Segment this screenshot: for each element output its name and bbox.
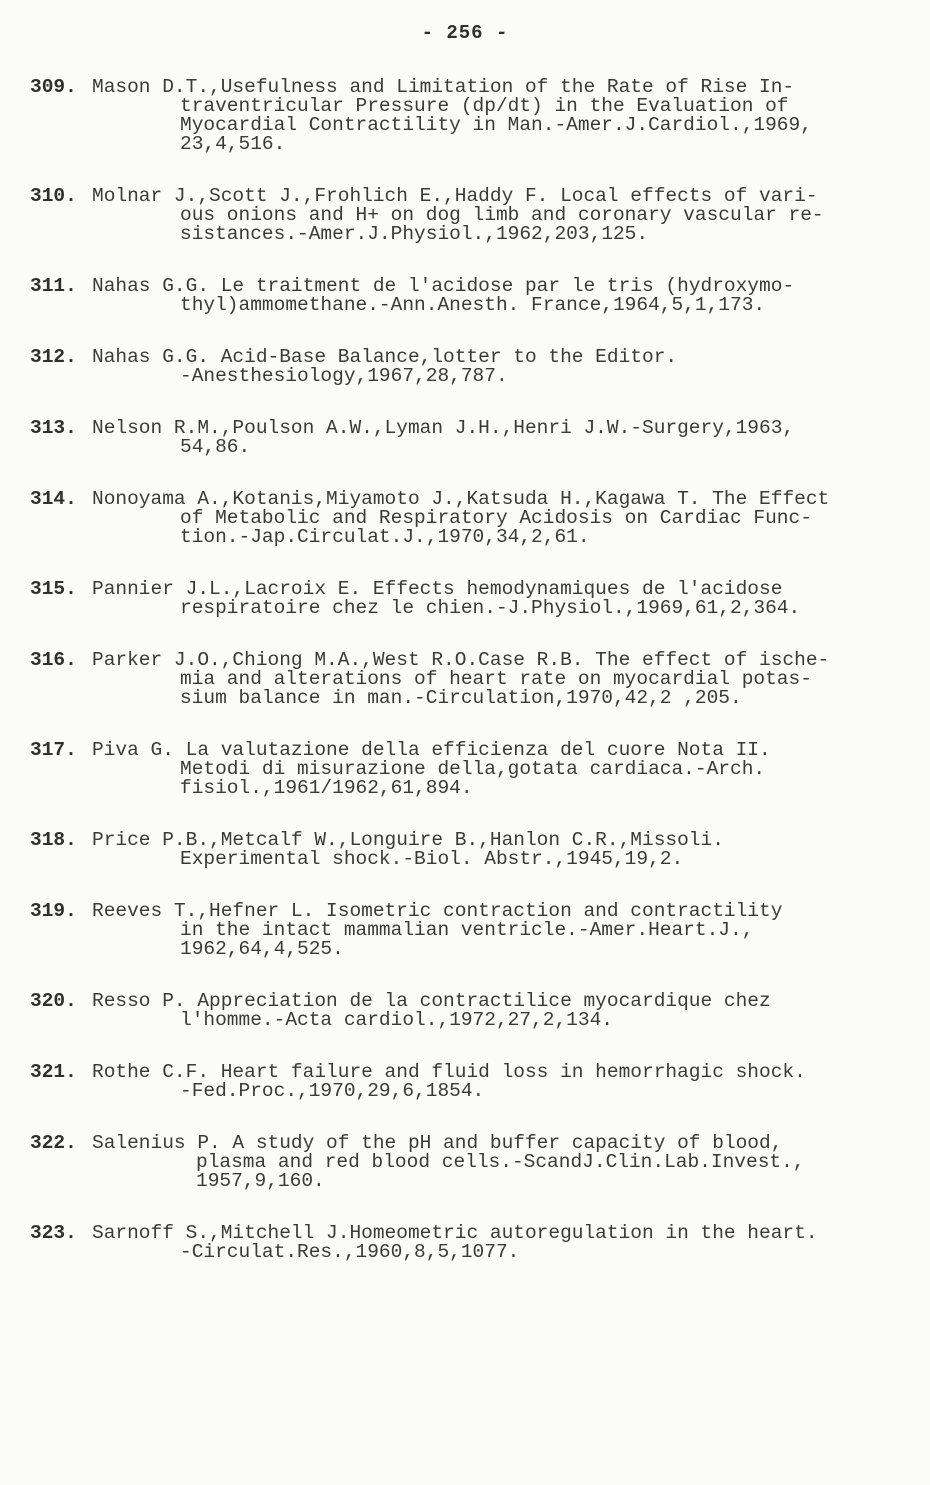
reference-item xyxy=(30,78,910,154)
reference-item xyxy=(30,902,910,959)
reference-line: mia and alterations of heart rate on myocardial potas- xyxy=(180,668,812,690)
reference-item xyxy=(30,348,910,386)
reference-number: 314. xyxy=(30,488,77,510)
reference-item xyxy=(30,187,910,244)
reference-item xyxy=(30,741,910,798)
reference-line: Parker J.O.,Chiong M.A.,West R.O.Case R.B. The effect of ische- xyxy=(92,649,830,671)
reference-line: respiratoire chez le chien.-J.Physiol.,1969,61,2,364. xyxy=(180,597,801,619)
reference-item xyxy=(30,1224,910,1262)
reference-number: 309. xyxy=(30,76,77,98)
reference-line: in the intact mammalian ventricle.-Amer.Heart.J., xyxy=(180,919,754,941)
reference-number: 315. xyxy=(30,578,77,600)
reference-number: 310. xyxy=(30,185,77,207)
reference-line: Resso P. Appreciation de la contractilice myocardique chez xyxy=(92,990,771,1012)
reference-line: Mason D.T.,Usefulness and Limitation of the Rate of Rise In- xyxy=(92,76,795,98)
reference-list xyxy=(30,78,910,1295)
reference-number: 319. xyxy=(30,900,77,922)
reference-line: sistances.-Amer.J.Physiol.,1962,203,125. xyxy=(180,223,649,245)
reference-line: thyl)ammomethane.-Ann.Anesth. France,1964,5,1,173. xyxy=(180,294,766,316)
reference-line: Sarnoff S.,Mitchell J.Homeometric autoregulation in the heart. xyxy=(92,1222,818,1244)
reference-item xyxy=(30,419,910,457)
reference-number: 322. xyxy=(30,1132,77,1154)
reference-line: l'homme.-Acta cardiol.,1972,27,2,134. xyxy=(180,1009,613,1031)
reference-line: -Circulat.Res.,1960,8,5,1077. xyxy=(180,1241,520,1263)
reference-number: 323. xyxy=(30,1222,77,1244)
reference-item xyxy=(30,651,910,708)
reference-number: 311. xyxy=(30,275,77,297)
reference-number: 316. xyxy=(30,649,77,671)
reference-number: 313. xyxy=(30,417,77,439)
reference-line: Salenius P. A study of the pH and buffer capacity of blood, xyxy=(92,1132,783,1154)
reference-line: Nahas G.G. Le traitment de l'acidose par le tris (hydroxymo- xyxy=(92,275,795,297)
reference-item xyxy=(30,1134,910,1191)
page-number: - 256 - xyxy=(421,22,509,44)
reference-line: plasma and red blood cells.-ScandJ.Clin.Lab.Invest., xyxy=(196,1151,805,1173)
reference-number: 312. xyxy=(30,346,77,368)
reference-line: Pannier J.L.,Lacroix E. Effects hemodynamiques de l'acidose xyxy=(92,578,783,600)
reference-item xyxy=(30,277,910,315)
reference-line: 23,4,516. xyxy=(180,133,286,155)
reference-line: 1962,64,4,525. xyxy=(180,938,344,960)
reference-line: 54,86. xyxy=(180,436,251,458)
reference-item xyxy=(30,992,910,1030)
reference-line: Nonoyama A.,Kotanis,Miyamoto J.,Katsuda H.,Kagawa T. The Effect xyxy=(92,488,830,510)
reference-line: sium balance in man.-Circulation,1970,42,2 ,205. xyxy=(180,687,742,709)
reference-line: Reeves T.,Hefner L. Isometric contraction and contractility xyxy=(92,900,783,922)
reference-line: -Anesthesiology,1967,28,787. xyxy=(180,365,508,387)
reference-item xyxy=(30,490,910,547)
reference-line: Rothe C.F. Heart failure and fluid loss in hemorrhagic shock. xyxy=(92,1061,806,1083)
reference-line: of Metabolic and Respiratory Acidosis on Cardiac Func- xyxy=(180,507,812,529)
reference-line: fisiol.,1961/1962,61,894. xyxy=(180,777,473,799)
reference-line: tion.-Jap.Circulat.J.,1970,34,2,61. xyxy=(180,526,590,548)
reference-number: 320. xyxy=(30,990,77,1012)
reference-line: Myocardial Contractility in Man.-Amer.J.Cardiol.,1969, xyxy=(180,114,812,136)
reference-line: -Fed.Proc.,1970,29,6,1854. xyxy=(180,1080,485,1102)
reference-line: ous onions and H+ on dog limb and coronary vascular re- xyxy=(180,204,824,226)
reference-number: 321. xyxy=(30,1061,77,1083)
reference-line: traventricular Pressure (dp/dt) in the Evaluation of xyxy=(180,95,789,117)
reference-item xyxy=(30,580,910,618)
reference-line: Price P.B.,Metcalf W.,Longuire B.,Hanlon C.R.,Missoli. xyxy=(92,829,724,851)
reference-line: Nahas G.G. Acid-Base Balance,lotter to the Editor. xyxy=(92,346,678,368)
reference-line: Metodi di misurazione della,gotata cardiaca.-Arch. xyxy=(180,758,766,780)
reference-line: Experimental shock.-Biol. Abstr.,1945,19,2. xyxy=(180,848,684,870)
reference-item xyxy=(30,1063,910,1101)
reference-item xyxy=(30,831,910,869)
reference-line: Molnar J.,Scott J.,Frohlich E.,Haddy F. Local effects of vari- xyxy=(92,185,818,207)
reference-number: 317. xyxy=(30,739,77,761)
reference-line: Nelson R.M.,Poulson A.W.,Lyman J.H.,Henri J.W.-Surgery,1963, xyxy=(92,417,795,439)
reference-line: Piva G. La valutazione della efficienza del cuore Nota II. xyxy=(92,739,771,761)
reference-line: 1957,9,160. xyxy=(196,1170,325,1192)
reference-number: 318. xyxy=(30,829,77,851)
